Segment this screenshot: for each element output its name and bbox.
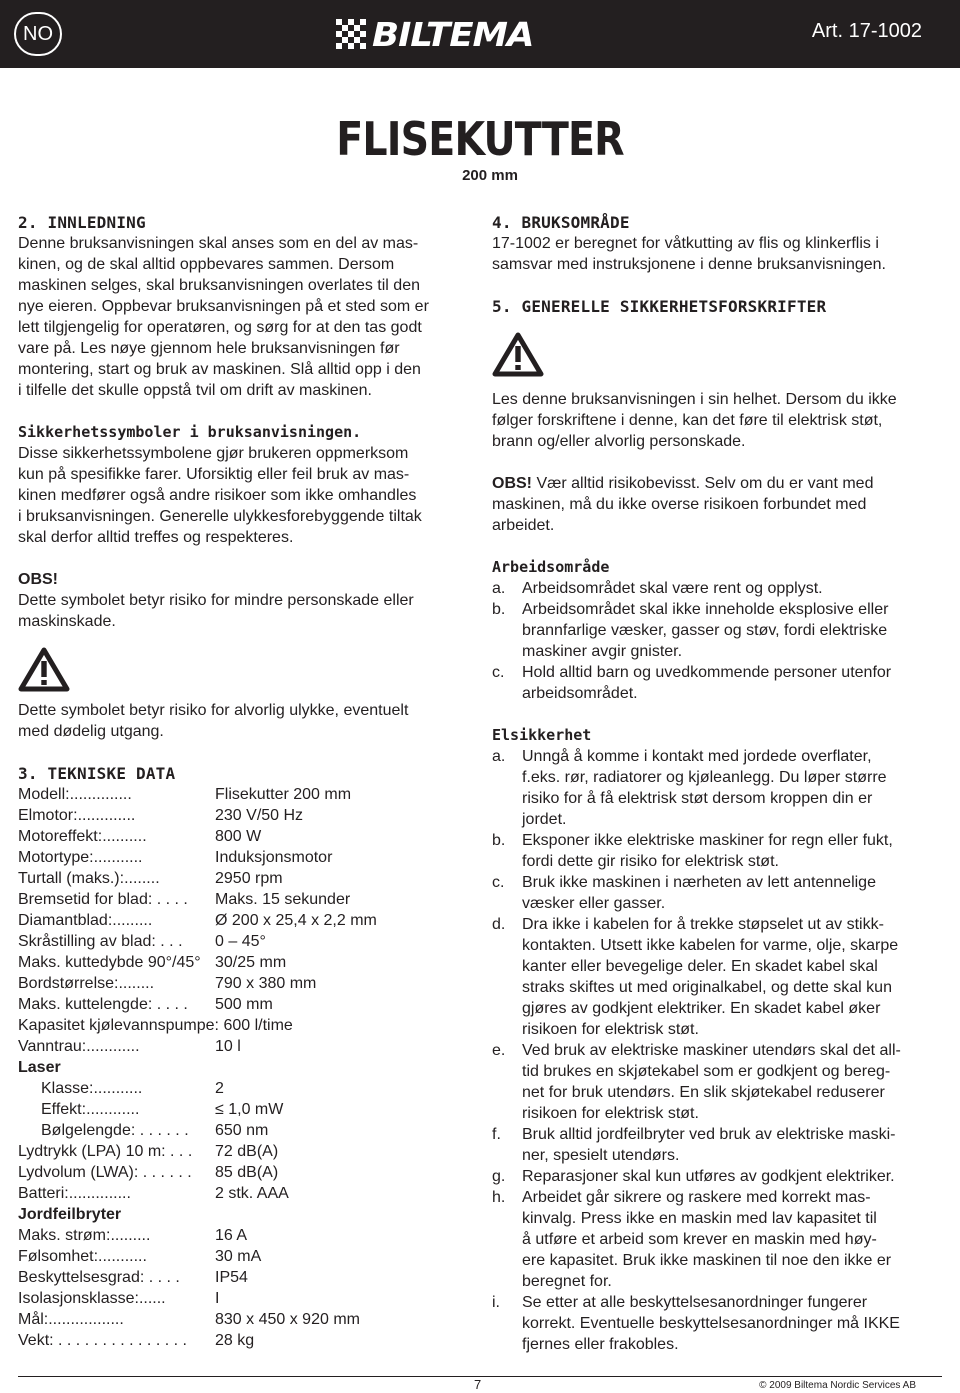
spec-key: Turtall (maks.):........ xyxy=(18,870,160,887)
list-text-line: Se etter at alle beskyttelsesanordninger fungerer xyxy=(522,1294,868,1311)
list-text-line: kinvalg. Press ikke en maskin med lav kapasitet til xyxy=(522,1210,877,1227)
list-text-line: kanter eller bevegelige deler. En skadet kabel skal xyxy=(522,958,878,975)
symbols-paragraph xyxy=(18,443,468,548)
text-line: samsvar med instruksjonene i denne bruksanvisningen. xyxy=(492,256,886,273)
rcd-heading: Jordfeilbryter xyxy=(18,1206,122,1223)
list-text xyxy=(522,830,942,872)
list-text xyxy=(522,914,942,1040)
list-text xyxy=(522,1040,942,1124)
spec-value: 2 xyxy=(215,1080,224,1097)
text-line: maskinen, må du ikke overse risikoen forbundet med xyxy=(492,496,867,513)
text-line: 17-1002 er beregnet for våtkutting av flis og klinkerflis i xyxy=(492,235,879,252)
list-text-line: Bruk alltid jordfeilbryter ved bruk av elektriske maski- xyxy=(522,1126,896,1143)
spec-value: 230 V/50 Hz xyxy=(215,807,304,824)
list-text xyxy=(522,662,942,704)
text-line: Les denne bruksanvisningen i sin helhet. Dersom du ikke xyxy=(492,391,897,408)
list-text-line: fjernes eller frakobles. xyxy=(522,1336,679,1353)
spec-key: Bølgelengde: . . . . . . xyxy=(41,1122,189,1139)
section-heading-safety: 5. GENERELLE SIKKERHETSFORSKRIFTER xyxy=(492,297,827,316)
logo-text: BILTEMA xyxy=(372,14,534,54)
list-text-line: korrekt. Eventuelle beskyttelsesanordninger må IKKE xyxy=(522,1315,900,1332)
text-line: med dødelig utgang. xyxy=(18,723,164,740)
spec-row xyxy=(18,1099,468,1120)
warning-triangle-icon xyxy=(492,331,544,377)
text-line: maskinen selges, skal bruksanvisningen overlates til den xyxy=(18,277,420,294)
spec-value: 2 stk. AAA xyxy=(215,1185,289,1202)
spec-key: Batteri:.............. xyxy=(18,1185,131,1202)
spec-key: Lydvolum (LWA): . . . . . . xyxy=(18,1164,192,1181)
subheading-work-area: Arbeidsområde xyxy=(492,558,610,576)
laser-heading: Laser xyxy=(18,1059,61,1076)
list-text-line: beregnet for. xyxy=(522,1273,612,1290)
spec-key: Motortype:........... xyxy=(18,849,143,866)
biltema-logo xyxy=(336,14,534,54)
text-line: kun på spesifikke farer. Uforsiktig eller feil bruk av mas- xyxy=(18,466,410,483)
list-text xyxy=(522,872,942,914)
spec-row xyxy=(18,994,468,1015)
spec-table xyxy=(18,784,468,1015)
spec-value: 10 l xyxy=(215,1038,241,1055)
spec-key: Maks. kuttelengde: . . . . xyxy=(18,996,188,1013)
list-text-line: kontakten. Utsett ikke kabelen for varme, olje, skarpe xyxy=(522,937,899,954)
spec-key: Maks. strøm:......... xyxy=(18,1227,151,1244)
list-text xyxy=(522,1166,942,1187)
spec-table-3 xyxy=(18,1141,468,1204)
spec-key: Effekt:............ xyxy=(41,1101,140,1118)
list-marker: i. xyxy=(492,1294,500,1311)
text-line: maskinskade. xyxy=(18,613,116,630)
list-text-line: Ved bruk av elektriske maskiner utendørs skal det all- xyxy=(522,1042,901,1059)
copyright: © 2009 Biltema Nordic Services AB xyxy=(759,1380,916,1391)
spec-value: 28 kg xyxy=(215,1332,255,1349)
spec-value: 500 mm xyxy=(215,996,273,1013)
text-line: kinen, og de skal alltid oppbevares sammen. Dersom xyxy=(18,256,395,273)
list-text-line: maskiner avgir gnister. xyxy=(522,643,683,660)
spec-value: I xyxy=(215,1290,220,1307)
spec-table-2 xyxy=(18,1036,468,1057)
spec-pump-line: Kapasitet kjølevannspumpe: 600 l/time xyxy=(18,1017,293,1034)
subheading-electrical: Elsikkerhet xyxy=(492,726,592,744)
list-text-line: Arbeidet går sikrere og raskere med korrekt mas- xyxy=(522,1189,871,1206)
spec-row xyxy=(18,1183,468,1204)
list-text xyxy=(522,1187,942,1292)
spec-value: Maks. 15 sekunder xyxy=(215,891,351,908)
section-heading-intro: 2. INNLEDNING xyxy=(18,213,146,232)
text-line: følger forskriftene i denne, kan det føre til elektrisk støt, xyxy=(492,412,883,429)
list-item xyxy=(492,1292,942,1355)
text-line: i tilfelle det skulle oppstå tvil om drift av maskinen. xyxy=(18,382,372,399)
spec-row xyxy=(18,1288,468,1309)
spec-key: Klasse:........... xyxy=(41,1080,143,1097)
list-text-line: Eksponer ikke elektriske maskiner for regn eller fukt, xyxy=(522,832,893,849)
text-line: brann og/eller alvorlig personskade. xyxy=(492,433,746,450)
spec-key: Mål:................. xyxy=(18,1311,124,1328)
spec-row xyxy=(18,1078,468,1099)
article-number: Art. 17-1002 xyxy=(811,20,922,42)
spec-row xyxy=(18,1120,468,1141)
list-marker: a. xyxy=(492,580,506,597)
spec-key: Beskyttelsesgrad: . . . . xyxy=(18,1269,180,1286)
electrical-safety-list xyxy=(492,746,942,1355)
spec-row xyxy=(18,1141,468,1162)
spec-value: Induksjonsmotor xyxy=(215,849,333,866)
spec-row xyxy=(18,1309,468,1330)
intro-paragraph xyxy=(18,233,468,401)
list-marker: b. xyxy=(492,601,506,618)
spec-row xyxy=(18,1330,468,1351)
laser-spec-table xyxy=(18,1078,468,1141)
spec-value: Ø 200 x 25,4 x 2,2 mm xyxy=(215,912,377,929)
read-paragraph xyxy=(492,389,942,452)
list-item xyxy=(492,1124,942,1166)
text-line: i bruksanvisningen. Generelle ulykkesforebyggende tiltak xyxy=(18,508,422,525)
list-marker: e. xyxy=(492,1042,506,1059)
obs-paragraph xyxy=(492,494,942,536)
spec-value: 0 – 45° xyxy=(215,933,266,950)
list-item xyxy=(492,578,942,599)
checkered-flag-icon xyxy=(336,19,366,49)
text-line: skal derfor alltid treffes og respekteres. xyxy=(18,529,294,546)
spec-value: 830 x 450 x 920 mm xyxy=(215,1311,360,1328)
obs-first-line xyxy=(492,473,942,494)
spec-key: Bordstørrelse:........ xyxy=(18,975,155,992)
right-column xyxy=(492,212,942,1355)
list-marker: c. xyxy=(492,874,505,891)
obs-label: OBS! xyxy=(18,571,58,588)
list-item xyxy=(492,662,942,704)
header-bar xyxy=(0,0,960,68)
text-line: lett tilgjengelig for operatøren, og sørg for at den tas godt xyxy=(18,319,422,336)
list-item xyxy=(492,872,942,914)
spec-key: Modell:.............. xyxy=(18,786,132,803)
list-text-line: ner, spesielt utendørs. xyxy=(522,1147,680,1164)
list-text-line: Arbeidsområdet skal ikke inneholde eksplosive eller xyxy=(522,601,889,618)
spec-row xyxy=(18,889,468,910)
list-text-line: risiko for å få elektrisk støt dersom kroppen din er xyxy=(522,790,873,807)
subheading-symbols: Sikkerhetssymboler i bruksanvisningen. xyxy=(18,423,362,441)
spec-row xyxy=(18,847,468,868)
list-text-line: væsker eller gasser. xyxy=(522,895,666,912)
spec-value: 800 W xyxy=(215,828,262,845)
list-text-line: Reparasjoner skal kun utføres av godkjent elektriker. xyxy=(522,1168,895,1185)
spec-value: Flisekutter 200 mm xyxy=(215,786,352,803)
list-item xyxy=(492,830,942,872)
spec-row xyxy=(18,1162,468,1183)
list-marker: f. xyxy=(492,1126,501,1143)
spec-row xyxy=(18,973,468,994)
page-number: 7 xyxy=(474,1377,482,1392)
spec-key: Isolasjonsklasse:...... xyxy=(18,1290,166,1307)
list-marker: a. xyxy=(492,748,506,765)
list-text-line: Unngå å komme i kontakt med jordede overflater, xyxy=(522,748,872,765)
spec-row xyxy=(18,868,468,889)
text-line: Disse sikkerhetssymbolene gjør brukeren oppmerksom xyxy=(18,445,409,462)
list-marker: c. xyxy=(492,664,505,681)
spec-key: Lydtrykk (LPA) 10 m: . . . xyxy=(18,1143,193,1160)
list-marker: g. xyxy=(492,1168,506,1185)
list-text-line: å utføre et arbeid som krever en maskin med høy- xyxy=(522,1231,877,1248)
spec-value: ≤ 1,0 mW xyxy=(215,1101,284,1118)
spec-key: Motoreffekt:.......... xyxy=(18,828,147,845)
list-text-line: jordet. xyxy=(522,811,567,828)
text-line: nye eieren. Oppbevar bruksanvisningen på et sted som er xyxy=(18,298,429,315)
spec-key: Maks. kuttedybde 90°/45° xyxy=(18,954,201,971)
warning-triangle-icon xyxy=(18,646,70,692)
obs-paragraph xyxy=(18,590,468,632)
list-marker: h. xyxy=(492,1189,506,1206)
text-line: Dette symbolet betyr risiko for mindre personskade eller xyxy=(18,592,414,609)
list-text-line: risikoen for elektrisk støt. xyxy=(522,1021,699,1038)
list-text xyxy=(522,599,942,662)
list-text-line: ere kapasitet. Bruk ikke maskinen til noe den ikke er xyxy=(522,1252,892,1269)
spec-row xyxy=(18,1267,468,1288)
list-text-line: Arbeidsområdet skal være rent og opplyst. xyxy=(522,580,823,597)
list-item xyxy=(492,1187,942,1292)
use-paragraph xyxy=(492,233,942,275)
list-text-line: arbeidsområdet. xyxy=(522,685,638,702)
list-item xyxy=(492,1040,942,1124)
list-text-line: tid brukes en skjøtekabel som er godkjent og bereg- xyxy=(522,1063,891,1080)
spec-key: Elmotor:............. xyxy=(18,807,136,824)
page-subtitle: 200 mm xyxy=(462,167,518,184)
list-text-line: fordi dette gir risiko for elektrisk støt. xyxy=(522,853,779,870)
text-line: montering, start og bruk av maskinen. Slå alltid opp i den xyxy=(18,361,421,378)
spec-value: 30/25 mm xyxy=(215,954,287,971)
spec-key: Bremsetid for blad: . . . . xyxy=(18,891,188,908)
warning-paragraph xyxy=(18,700,468,742)
spec-value: 790 x 380 mm xyxy=(215,975,317,992)
spec-row xyxy=(18,1225,468,1246)
work-area-list xyxy=(492,578,942,704)
spec-value: 2950 rpm xyxy=(215,870,283,887)
spec-row xyxy=(18,1246,468,1267)
list-item xyxy=(492,599,942,662)
text-line: vare på. Les nøye gjennom hele bruksanvisningen før xyxy=(18,340,400,357)
list-text-line: f.eks. rør, radiatorer og kjøleanlegg. Du løper større xyxy=(522,769,887,786)
list-text-line: straks skiftes ut med originalkabel, og dette skal kun xyxy=(522,979,892,996)
spec-value: 650 nm xyxy=(215,1122,269,1139)
list-text xyxy=(522,578,942,599)
list-text-line: brannfarlige væsker, gasser og støv, fordi elektriske xyxy=(522,622,888,639)
text-line: Denne bruksanvisningen skal anses som en del av mas- xyxy=(18,235,419,252)
section-heading-use: 4. BRUKSOMRÅDE xyxy=(492,213,630,232)
list-item xyxy=(492,1166,942,1187)
spec-row xyxy=(18,1036,468,1057)
spec-table-4 xyxy=(18,1225,468,1351)
spec-value: 30 mA xyxy=(215,1248,262,1265)
list-marker: b. xyxy=(492,832,506,849)
spec-value: 16 A xyxy=(215,1227,248,1244)
spec-row xyxy=(18,784,468,805)
text-line: Dette symbolet betyr risiko for alvorlig ulykke, eventuelt xyxy=(18,702,409,719)
section-heading-tech: 3. TEKNISKE DATA xyxy=(18,764,176,783)
spec-row xyxy=(18,931,468,952)
list-text-line: Dra ikke i kabelen for å trekke støpselet ut av stikk- xyxy=(522,916,884,933)
page-title: FLISEKUTTER xyxy=(336,112,624,166)
text-line: kinen medfører også andre risikoer som ikke omhandles xyxy=(18,487,417,504)
list-text xyxy=(522,1124,942,1166)
list-text xyxy=(522,1292,942,1355)
spec-key: Diamantblad:......... xyxy=(18,912,153,929)
list-text-line: net for bruk utendørs. En slik skjøtekabel reduserer xyxy=(522,1084,885,1101)
spec-key: Vekt: . . . . . . . . . . . . . . . xyxy=(18,1332,187,1349)
list-marker: d. xyxy=(492,916,506,933)
obs-label: OBS! xyxy=(492,475,532,492)
list-text-line: gjøres av godkjent elektriker. En skadet kabel øker xyxy=(522,1000,881,1017)
spec-key: Skråstilling av blad: . . . xyxy=(18,933,183,950)
text-line: arbeidet. xyxy=(492,517,555,534)
obs-first-text: Vær alltid risikobevisst. Selv om du er vant med xyxy=(532,475,874,492)
spec-key: Vanntrau:............ xyxy=(18,1038,140,1055)
list-text-line: risikoen for elektrisk støt. xyxy=(522,1105,699,1122)
spec-value: IP54 xyxy=(215,1269,248,1286)
list-text xyxy=(522,746,942,830)
spec-row xyxy=(18,952,468,973)
language-badge: NO xyxy=(14,12,62,56)
list-text-line: Hold alltid barn og uvedkommende personer utenfor xyxy=(522,664,892,681)
list-item xyxy=(492,746,942,830)
left-column xyxy=(18,212,468,1351)
spec-value: 85 dB(A) xyxy=(215,1164,279,1181)
spec-row xyxy=(18,910,468,931)
spec-row xyxy=(18,805,468,826)
spec-value: 72 dB(A) xyxy=(215,1143,279,1160)
list-text-line: Bruk ikke maskinen i nærheten av lett antennelige xyxy=(522,874,876,891)
list-item xyxy=(492,914,942,1040)
spec-row xyxy=(18,826,468,847)
spec-key: Følsomhet:........... xyxy=(18,1248,147,1265)
